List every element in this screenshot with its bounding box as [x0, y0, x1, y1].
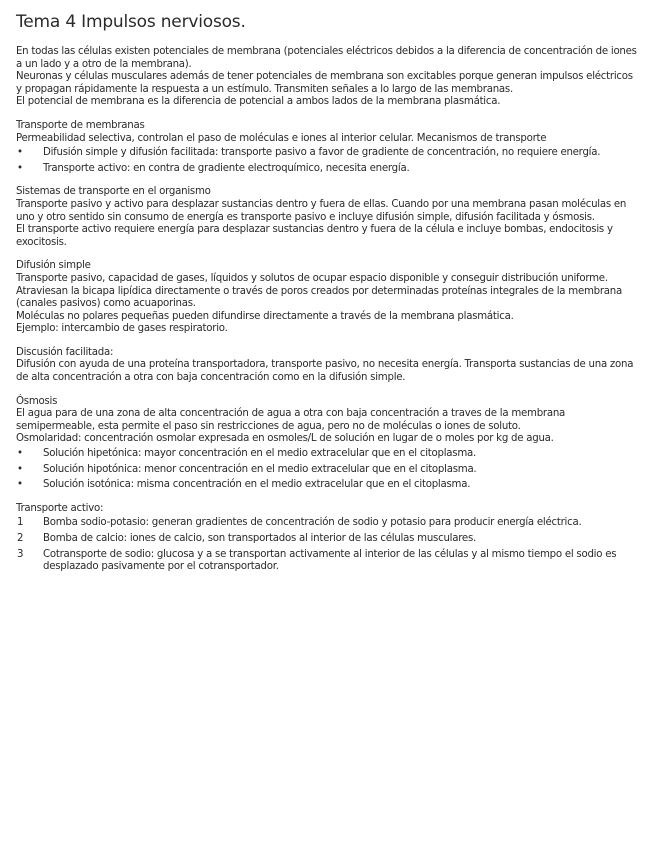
- bullet-list: [16, 147, 640, 175]
- list-item: [16, 147, 640, 160]
- section-heading: Discusión facilitada:: [16, 346, 114, 358]
- bullet-marker: •: [17, 479, 23, 491]
- list-item-text: Bomba de calcio: iones de calcio, son transportados al interior de las células musculares.: [43, 533, 476, 544]
- osmosis-section: [16, 396, 640, 492]
- bullet-marker: •: [17, 147, 23, 159]
- section-heading: Transporte de membranas: [16, 119, 145, 131]
- number-marker: 1: [17, 517, 24, 529]
- list-item: [16, 517, 640, 530]
- section-paragraph: Permeabilidad selectiva, controlan el paso de moléculas e iones al interior celular. Mecanismos de transporte: [16, 132, 547, 144]
- bullet-list: [16, 448, 640, 492]
- section-heading: Sistemas de transporte en el organismo: [16, 186, 211, 198]
- list-item-text: Solución isotónica: misma concentración en el medio extracelular que en el citoplasma.: [43, 479, 471, 491]
- section-heading: Transporte activo:: [16, 502, 104, 514]
- list-item-text: Solución hipetónica: mayor concentración en el medio extracelular que en el citoplasma.: [43, 448, 477, 460]
- difusion-facilitada-section: [16, 347, 640, 385]
- list-item-text: Solución hipotónica: menor concentración en el medio extracelular que en el citoplasma.: [43, 463, 477, 475]
- difusion-simple-section: [16, 260, 640, 336]
- list-item: [16, 448, 640, 461]
- list-item: [16, 464, 640, 477]
- page-title: Tema 4 Impulsos nerviosos.: [16, 12, 246, 32]
- number-marker: 2: [17, 533, 24, 544]
- intro-paragraph: Neuronas y células musculares además de tener potenciales de membrana son excitables porque generan impulsos eléctricos y propagan rápidamente la respuesta a un estímulo. Transmiten señales a lo largo de las membranas.: [16, 71, 633, 95]
- section-paragraph: Moléculas no polares pequeñas pueden difundirse directamente a través de la membrana plasmática.: [16, 310, 514, 322]
- section-heading: Difusión simple: [16, 260, 91, 272]
- list-item: [16, 549, 640, 574]
- bullet-marker: •: [17, 448, 23, 460]
- list-item-text: Difusión simple y difusión facilitada: transporte pasivo a favor de gradiente de concentración, no requiere energía.: [43, 147, 601, 159]
- transporte-activo-section: [16, 503, 640, 574]
- section-paragraph: El agua para de una zona de alta concentración de agua a otra con baja concentración a traves de la membrana semipermeable, esta permite el paso sin restricciones de agua, pero no de moléculas o iones de soluto.: [16, 408, 566, 432]
- section-paragraph: Transporte pasivo y activo para desplazar sustancias dentro y fuera de ellas. Cuando por una membrana pasan moléculas en uno y otro sentido sin consumo de energía es transporte pasivo e incluye difusión simple, difusión facilitada y ósmosis.: [16, 198, 627, 223]
- list-item-text: Transporte activo: en contra de gradiente electroquímico, necesita energía.: [43, 162, 410, 174]
- list-item: [16, 479, 640, 492]
- intro-paragraph: El potencial de membrana es la diferencia de potencial a ambos lados de la membrana plasmática.: [16, 96, 501, 108]
- intro-paragraph: En todas las células existen potenciales de membrana (potenciales eléctricos debidos a la diferencia de concentración de iones a un lado y a otro de la membrana).: [16, 46, 637, 70]
- intro-section: [16, 46, 640, 109]
- section-paragraph: Ejemplo: intercambio de gases respiratorio.: [16, 323, 228, 335]
- number-marker: 3: [17, 548, 24, 560]
- bullet-marker: •: [17, 162, 23, 174]
- numbered-list: [16, 517, 640, 573]
- list-item-text: Bomba sodio-potasio: generan gradientes de concentración de sodio y potasio para producir energía eléctrica.: [43, 517, 582, 529]
- transporte-membranas-section: [16, 120, 640, 175]
- sistemas-transporte-section: [16, 186, 640, 249]
- section-paragraph: Osmolaridad: concentración osmolar expresada en osmoles/L de solución en lugar de o moles por kg de agua.: [16, 433, 554, 445]
- section-paragraph: Difusión con ayuda de una proteína transportadora, transporte pasivo, no necesita energía. Transporta sustancias de una zona de alta concentración a otra con baja concentración como en la difusión simple.: [16, 359, 634, 384]
- section-heading: Ósmosis: [16, 395, 58, 407]
- bullet-marker: •: [17, 463, 23, 475]
- list-item-text: Cotransporte de sodio: glucosa y a se transportan activamente al interior de las células y al mismo tiempo el sodio es desplazado pasivamente por el cotransportador.: [43, 548, 617, 573]
- list-item: [16, 533, 640, 546]
- list-item: [16, 163, 640, 176]
- section-paragraph: El transporte activo requiere energía para desplazar sustancias dentro y fuera de la célula e incluye bombas, endocitosis y exocitosis.: [16, 224, 613, 248]
- section-paragraph: Transporte pasivo, capacidad de gases, líquidos y solutos de ocupar espacio disponible y conseguir distribución uniforme. Atraviesan la bicapa lipídica directamente o través de poros creados por determinadas proteínas integrales de la membrana (canales pasivos) como acuaporinas.: [16, 272, 622, 310]
